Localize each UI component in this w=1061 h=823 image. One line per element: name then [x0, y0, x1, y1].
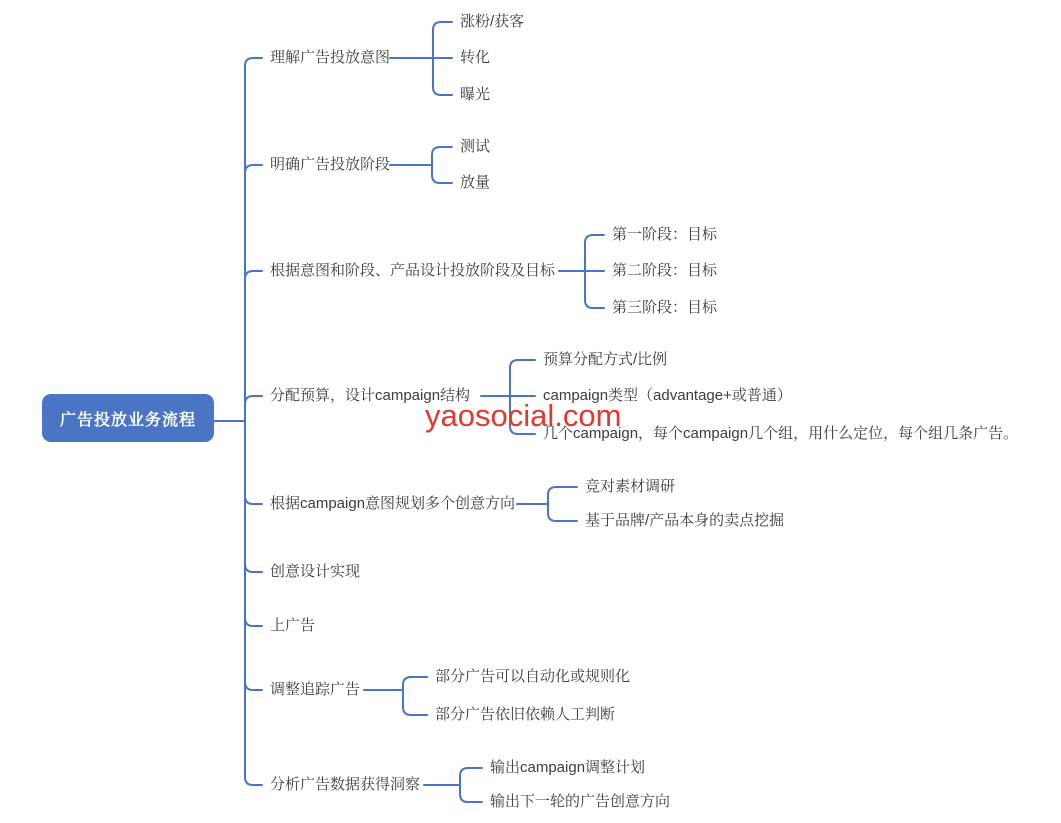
- elbow-branch-4: [245, 396, 262, 404]
- elbow-branch-6: [245, 564, 262, 572]
- elbow-branch-8: [245, 682, 262, 690]
- child-topic-budget-allocation[interactable]: 预算分配方式/比例: [543, 351, 668, 368]
- child-topic-exposure[interactable]: 曝光: [460, 86, 491, 103]
- branch9-subtrunk: [460, 768, 468, 802]
- child-topic-output-adjust-plan[interactable]: 输出campaign调整计划: [490, 759, 646, 776]
- child-topic-manual-judgment[interactable]: 部分广告依旧依赖人工判断: [435, 706, 616, 723]
- child-topic-testing[interactable]: 测试: [460, 138, 491, 155]
- child-topic-stage1-goal[interactable]: 第一阶段：目标: [612, 226, 718, 243]
- child-topic-selling-points[interactable]: 基于品牌/产品本身的卖点挖掘: [585, 512, 785, 529]
- root-node[interactable]: [42, 394, 214, 442]
- child-topic-output-next-creatives[interactable]: 输出下一轮的广告创意方向: [490, 793, 671, 810]
- child-topic-campaign-counts[interactable]: 几个campaign，每个campaign几个组，用什么定位，每个组几条广告。: [543, 425, 1019, 442]
- branch-topic-creative-directions[interactable]: 根据campaign意图规划多个创意方向: [270, 495, 516, 512]
- child-topic-conversion[interactable]: 转化: [460, 49, 491, 66]
- child-topic-competitor-research[interactable]: 竞对素材调研: [585, 478, 676, 495]
- child-topic-campaign-type[interactable]: campaign类型（advantage+或普通）: [543, 387, 792, 404]
- branch8-subtrunk: [403, 677, 411, 715]
- branch-topic-adjust-track[interactable]: 调整追踪广告: [270, 681, 361, 698]
- elbow-branch-3: [245, 271, 262, 279]
- branch-topic-define-stage[interactable]: 明确广告投放阶段: [270, 156, 391, 173]
- branch-topic-launch-ads[interactable]: 上广告: [270, 617, 316, 634]
- branch-topic-creative-implement[interactable]: 创意设计实现: [270, 563, 361, 580]
- child-topic-stage3-goal[interactable]: 第三阶段：目标: [612, 299, 718, 316]
- branch-topic-budget-structure[interactable]: 分配预算，设计campaign结构: [270, 387, 471, 404]
- branch5-subtrunk: [548, 487, 556, 521]
- branch2-subtrunk: [432, 147, 440, 183]
- watermark: yaosocial.com: [425, 398, 622, 433]
- child-topic-grow-followers[interactable]: 涨粉/获客: [460, 13, 525, 30]
- child-topic-stage2-goal[interactable]: 第二阶段：目标: [612, 262, 718, 279]
- child-topic-automation-rules[interactable]: 部分广告可以自动化或规则化: [435, 668, 631, 685]
- root-node-label: 广告投放业务流程: [59, 411, 196, 429]
- elbow-branch-5: [245, 496, 262, 504]
- child-topic-scale-up[interactable]: 放量: [460, 174, 491, 191]
- branch-topic-design-stages-goals[interactable]: 根据意图和阶段、产品设计投放阶段及目标: [270, 262, 556, 279]
- elbow-branch-2: [245, 165, 262, 173]
- elbow-branch-7: [245, 618, 262, 626]
- branch-topic-analyze-insights[interactable]: 分析广告数据获得洞察: [270, 776, 421, 793]
- branch-topic-understand-intent[interactable]: 理解广告投放意图: [270, 49, 391, 66]
